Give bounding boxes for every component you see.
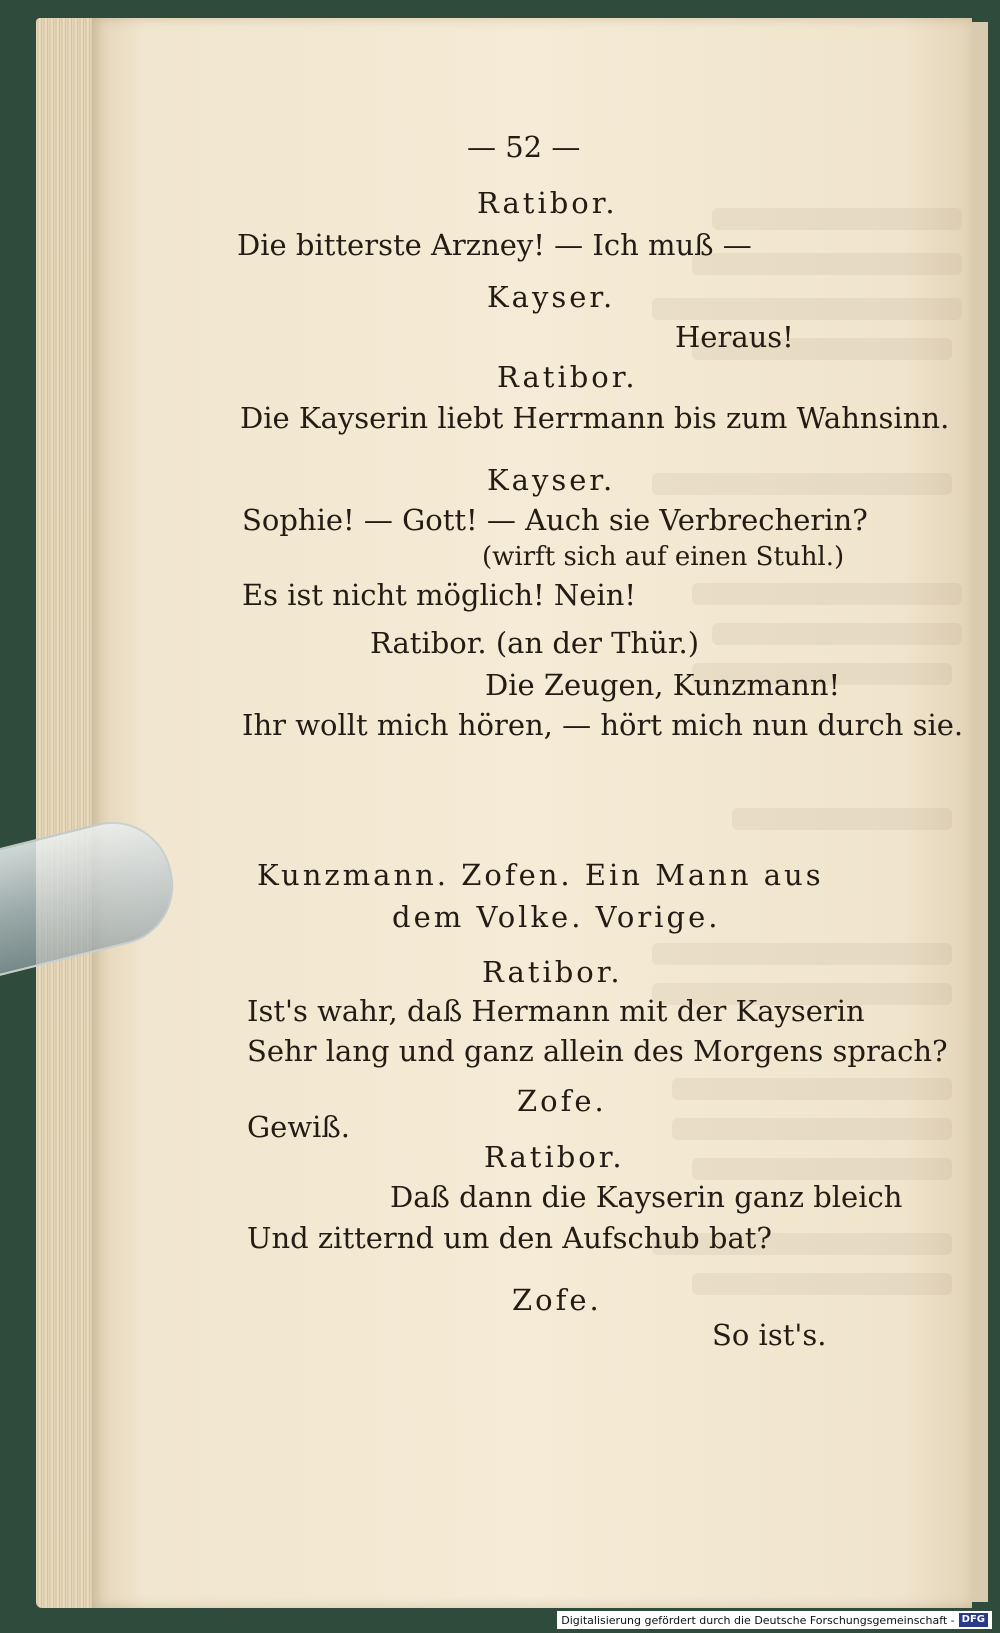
speaker-ratibor-direction: Ratibor. (an der Thür.) [370, 626, 700, 660]
dialogue-line: Gewiß. [247, 1110, 351, 1144]
cast-list: Kunzmann. Zofen. Ein Mann aus [257, 858, 824, 892]
dialogue-line: Die Kayserin liebt Herrmann bis zum Wahnsinn. [240, 401, 950, 435]
speaker-ratibor: Ratibor. [484, 1140, 625, 1174]
page-number: — 52 — [467, 130, 581, 164]
dfg-logo: DFG [959, 1613, 988, 1627]
dialogue-line: Und zitternd um den Aufschub bat? [247, 1221, 772, 1255]
dialogue-line: Ihr wollt mich hören, — hört mich nun durch sie. [242, 708, 964, 742]
dialogue-line: Es ist nicht möglich! Nein! [242, 578, 637, 612]
speaker-zofe: Zofe. [517, 1084, 607, 1118]
book-page [92, 18, 972, 1608]
speaker-kayser: Kayser. [487, 280, 616, 314]
stage-direction: (wirft sich auf einen Stuhl.) [482, 542, 845, 572]
dialogue-line: Sophie! — Gott! — Auch sie Verbrecherin? [242, 503, 868, 537]
speaker-ratibor: Ratibor. [477, 186, 618, 220]
dialogue-line: Die Zeugen, Kunzmann! [485, 668, 841, 702]
speaker-ratibor: Ratibor. [497, 360, 638, 394]
digitization-footer [557, 1611, 992, 1629]
cast-list: dem Volke. Vorige. [392, 900, 721, 934]
dialogue-line: Daß dann die Kayserin ganz bleich [390, 1180, 903, 1214]
facing-page-edge [972, 22, 988, 1602]
dialogue-line: Heraus! [675, 320, 794, 354]
speaker-zofe: Zofe. [512, 1283, 602, 1317]
footer-credit: Digitalisierung gefördert durch die Deutsche Forschungsgemeinschaft - [561, 1613, 955, 1627]
dialogue-line: Die bitterste Arzney! — Ich muß — [237, 228, 752, 262]
dialogue-line: Ist's wahr, daß Hermann mit der Kayserin [247, 994, 865, 1028]
dialogue-line: So ist's. [712, 1318, 827, 1352]
dialogue-line: Sehr lang und ganz allein des Morgens sprach? [247, 1034, 948, 1068]
speaker-ratibor: Ratibor. [482, 955, 623, 989]
speaker-kayser: Kayser. [487, 463, 616, 497]
